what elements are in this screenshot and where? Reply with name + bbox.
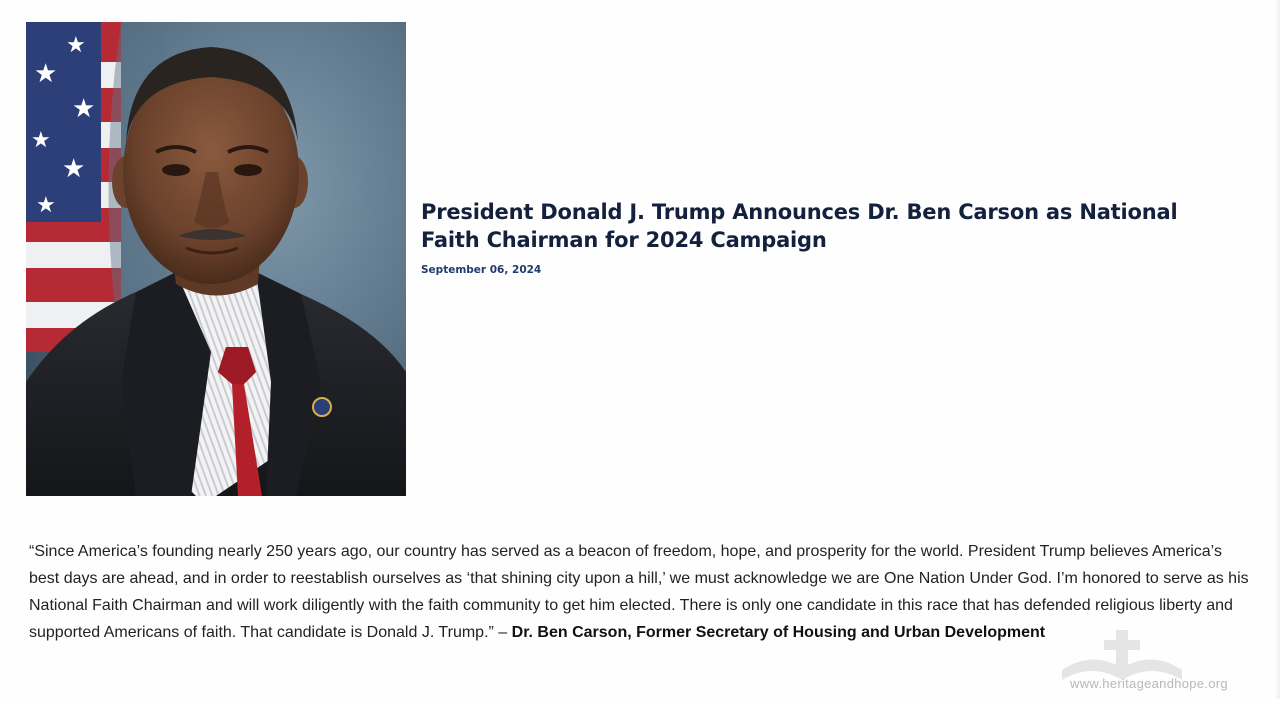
svg-text:★: ★ — [36, 193, 56, 218]
quote-attribution: Dr. Ben Carson, Former Secretary of Housing and Urban Development — [511, 624, 1046, 641]
watermark-url: www.heritageandhope.org — [1070, 676, 1228, 691]
svg-text:★: ★ — [72, 94, 96, 124]
quote-text: “Since America’s founding nearly 250 years ago, our country has served as a beacon of freedom, hope, and prosperity for the world. President Trump believes America’s best days are ahead, and in order to reestablish ourselves as ‘that shining city upon a hill,’ we must acknowledge we are One Nation Under God. I’m honored to serve as his National Faith Chairman and will work diligently with the faith community to get him elected. There is only one candidate in this race that has defended religious liberty and supported Americans of faith. That candidate is Donald J. Trump.” — [29, 543, 1249, 641]
svg-text:★: ★ — [31, 128, 51, 153]
article-header — [421, 198, 1241, 276]
quote-separator: – — [493, 624, 512, 641]
svg-text:★: ★ — [62, 154, 86, 184]
portrait-photo — [26, 22, 406, 496]
svg-text:★: ★ — [66, 33, 86, 58]
page-edge — [1274, 0, 1280, 699]
article-headline: President Donald J. Trump Announces Dr. Ben Carson as National Faith Chairman for 2024 Campaign — [421, 200, 1178, 252]
article-date: September 06, 2024 — [421, 264, 542, 276]
svg-text:★: ★ — [34, 59, 58, 89]
